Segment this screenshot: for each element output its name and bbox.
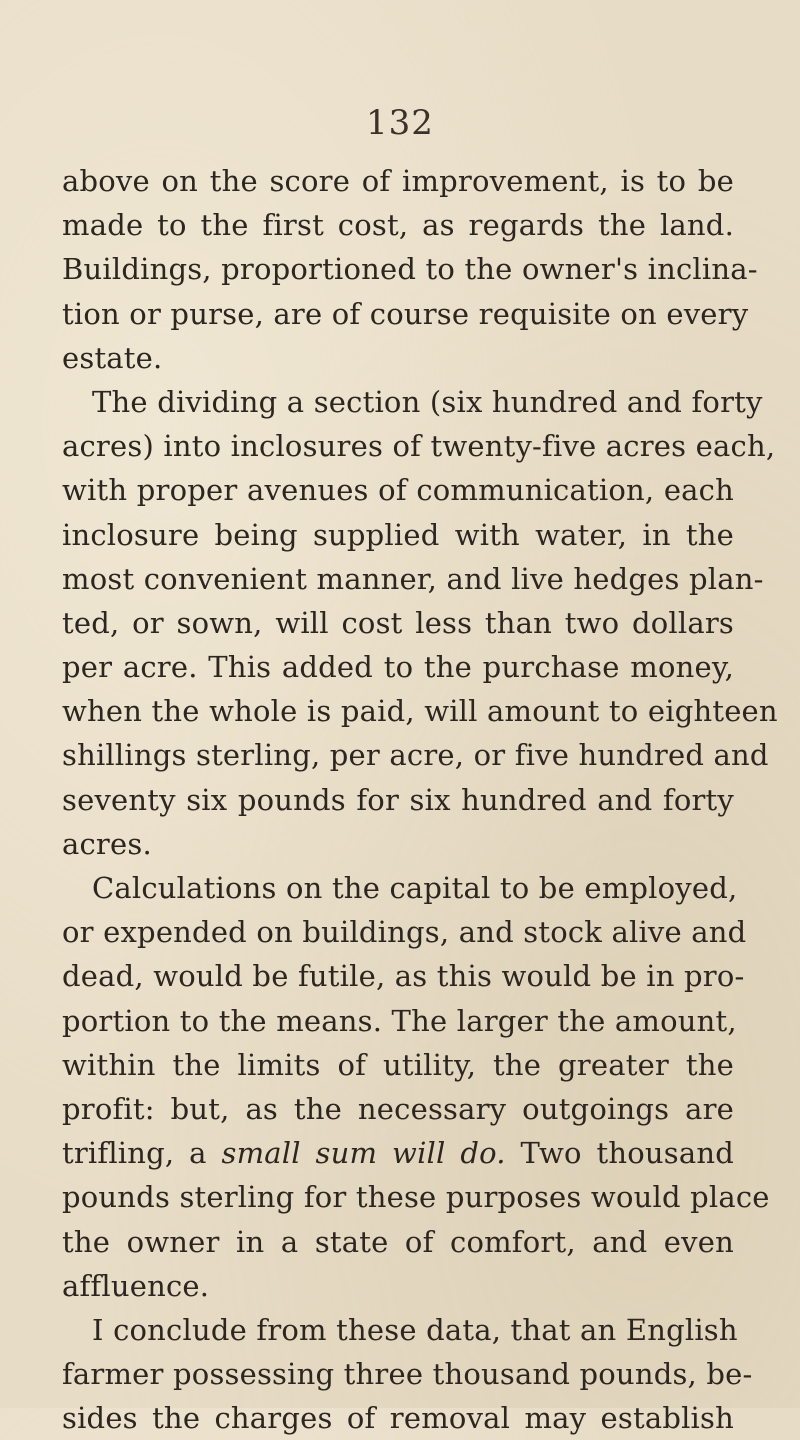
text-line: per acre. This added to the purchase money, xyxy=(62,650,734,685)
text-line-with-italic xyxy=(62,1131,734,1175)
paragraph-start-line: Calculations on the capital to be employed, xyxy=(92,871,738,905)
text-line: made to the first cost, as regards the land. xyxy=(62,208,734,243)
text-line: tion or purse, are of course requisite on every xyxy=(62,296,749,331)
text-line: within the limits of utility, the greater the xyxy=(62,1047,734,1082)
text-line: pounds sterling for these purposes would place xyxy=(62,1180,770,1215)
body-text xyxy=(62,159,778,1440)
text-line: ted, or sown, will cost less than two dollars xyxy=(62,605,734,640)
italic-phrase: small sum will do. xyxy=(221,1136,506,1171)
text-line: seventy six pounds for six hundred and forty xyxy=(62,782,734,817)
text-line: shillings sterling, per acre, or five hundred and xyxy=(62,738,769,773)
text-line: portion to the means. The larger the amount, xyxy=(62,1003,737,1038)
text-line: profit: but, as the necessary outgoings are xyxy=(62,1091,734,1126)
text-line: Buildings, proportioned to the owner's inclina- xyxy=(62,252,758,287)
text-line: the owner in a state of comfort, and even xyxy=(62,1224,734,1259)
text-line: acres. xyxy=(62,826,152,861)
text-line: above on the score of improvement, is to be xyxy=(62,164,734,198)
text-line: acres) into inclosures of twenty-five acres each, xyxy=(62,429,776,464)
text-line: most convenient manner, and live hedges plan- xyxy=(62,561,764,596)
paragraph-start-line: The dividing a section (six hundred and forty xyxy=(92,384,763,419)
text-segment: trifling, a xyxy=(62,1136,222,1171)
text-line: when the whole is paid, will amount to eighteen xyxy=(62,694,778,729)
text-line: estate. xyxy=(62,340,163,375)
text-line: sides the charges of removal may establish xyxy=(62,1401,734,1436)
text-segment: Two thousand xyxy=(505,1136,734,1171)
text-line: affluence. xyxy=(62,1268,210,1303)
text-line: or expended on buildings, and stock alive and xyxy=(62,915,747,950)
text-line: inclosure being supplied with water, in the xyxy=(62,517,734,552)
paragraph-start-line: I conclude from these data, that an English xyxy=(92,1312,738,1347)
text-line: farmer possessing three thousand pounds, be- xyxy=(62,1357,753,1392)
text-line: dead, would be futile, as this would be in pro- xyxy=(62,959,745,994)
page-number: 132 xyxy=(366,103,434,143)
text-line: with proper avenues of communication, each xyxy=(62,473,734,508)
